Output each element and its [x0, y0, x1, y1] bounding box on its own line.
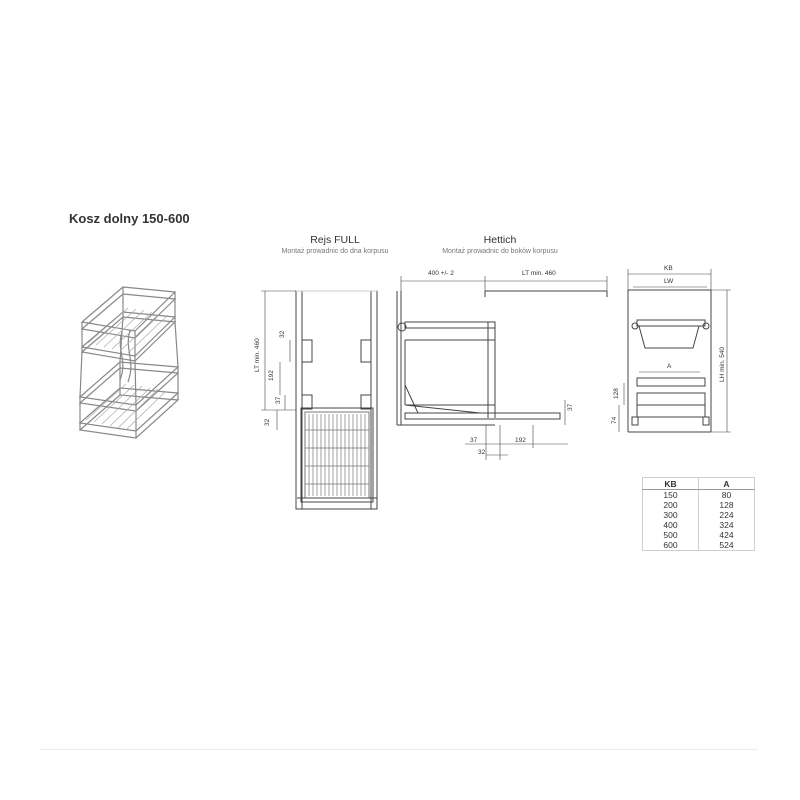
table-cell-kb: 300: [643, 510, 699, 520]
table-row: [643, 540, 755, 551]
rejs-subtitle: Montaż prowadnic do dna korpusu: [281, 248, 389, 255]
hettich-subtitle: Montaż prowadnic do boków korpusu: [442, 248, 558, 255]
table-row: [643, 500, 755, 510]
table-row: [643, 510, 755, 520]
hettich-dim-192: 192: [515, 437, 526, 444]
table-row: [643, 520, 755, 530]
divider: [40, 749, 758, 750]
front-dim-74: 74: [611, 416, 618, 424]
table-header-a: A: [699, 478, 755, 490]
hettich-dim-37-vert: 37: [567, 403, 574, 411]
rejs-lt-min-label: LT min. 460: [254, 338, 261, 372]
table-cell-a: 524: [699, 540, 755, 551]
table-cell-a: 224: [699, 510, 755, 520]
table-cell-kb: 150: [643, 490, 699, 501]
rejs-dim-37: 37: [275, 396, 282, 404]
rejs-title: Rejs FULL: [310, 234, 360, 246]
table-cell-a: 424: [699, 530, 755, 540]
front-dim-128: 128: [613, 388, 620, 399]
rejs-dim-32-top: 32: [279, 330, 286, 338]
front-dim-kb: KB: [664, 265, 673, 272]
table-cell-kb: 500: [643, 530, 699, 540]
table-header-row: [643, 478, 755, 490]
table-row: [643, 530, 755, 540]
table-cell-kb: 200: [643, 500, 699, 510]
table-row: [643, 490, 755, 501]
table-header-kb: KB: [643, 478, 699, 490]
hettich-title: Hettich: [483, 234, 517, 246]
kb-a-table: [642, 477, 755, 551]
table-cell-kb: 400: [643, 520, 699, 530]
hettich-dim-32: 32: [478, 449, 486, 456]
table-cell-a: 80: [699, 490, 755, 501]
hettich-dim-lt-min: LT min. 460: [522, 270, 556, 277]
front-dim-a: A: [667, 363, 672, 370]
front-dim-lw: LW: [664, 278, 674, 285]
rejs-dim-32-left: 32: [264, 418, 271, 426]
rejs-dim-192: 192: [268, 370, 275, 381]
front-dim-lh-min: LH min. 540: [719, 346, 726, 382]
table-cell-a: 128: [699, 500, 755, 510]
hettich-dim-37: 37: [470, 437, 478, 444]
hettich-dim-400: 400 +/- 2: [428, 270, 454, 277]
page-title: Kosz dolny 150-600: [69, 211, 190, 226]
table-cell-a: 324: [699, 520, 755, 530]
table-cell-kb: 600: [643, 540, 699, 551]
